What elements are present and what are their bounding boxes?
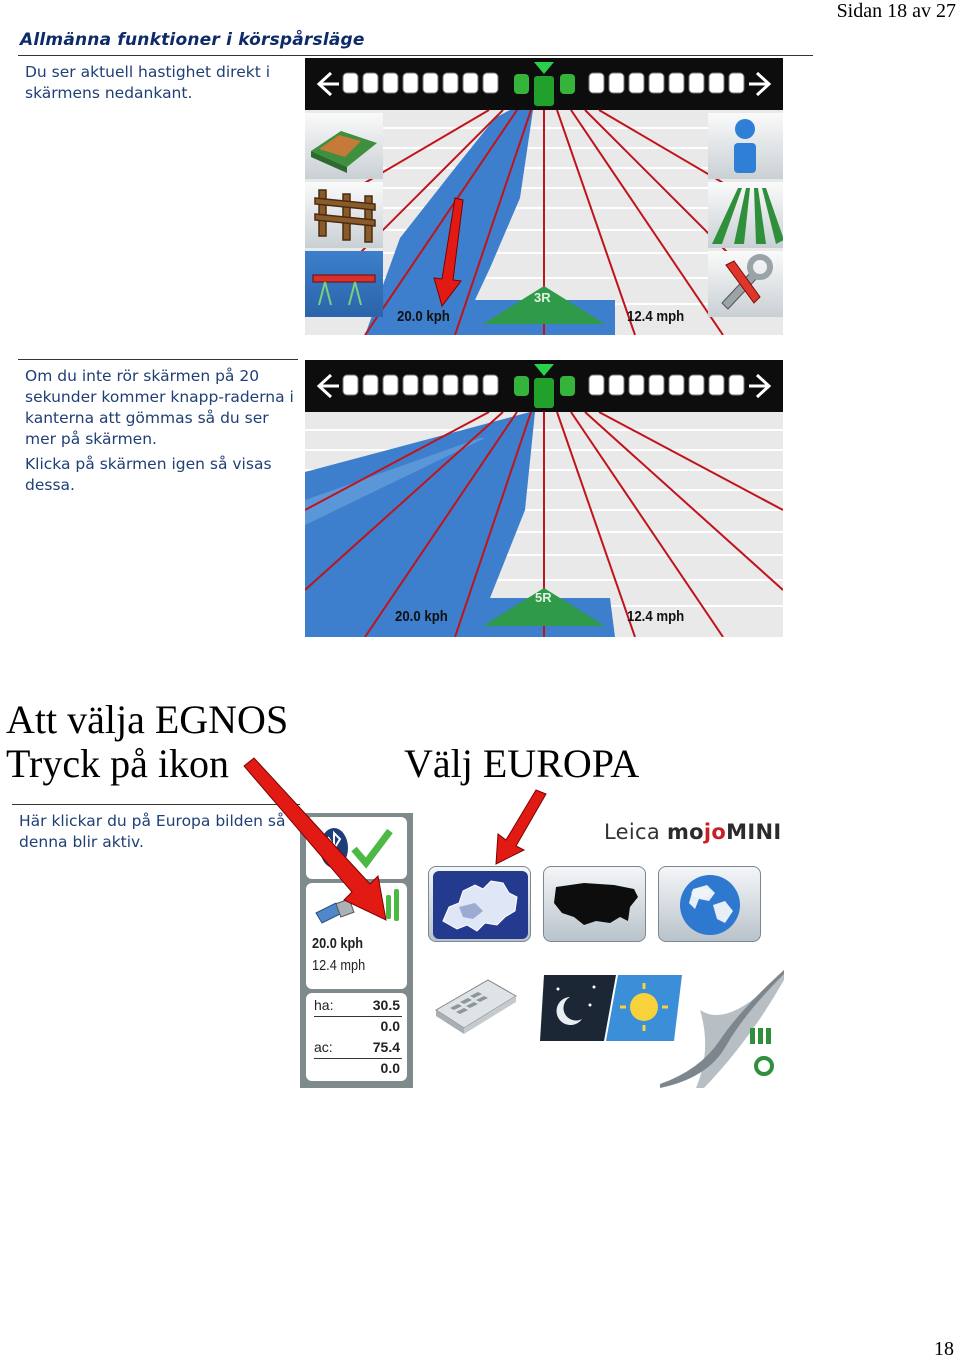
lane-label: 3R [534,290,551,305]
fence-icon [305,182,383,248]
area-ac-row [314,1039,402,1059]
arrow-to-europe-icon [490,788,550,868]
divider [18,55,813,56]
lane-label: 5R [535,590,552,605]
area-ha-value-2: 0.0 [380,1018,400,1034]
boom-button[interactable] [305,251,383,317]
section2-description [25,366,300,500]
brand-logo [604,820,781,844]
info-button[interactable] [708,113,783,179]
brand-jo: jo [703,820,727,844]
calculator-icon[interactable] [428,970,522,1040]
europe-map-icon [429,867,531,942]
north-america-button[interactable] [543,866,646,942]
boom-icon [305,251,383,317]
brand-mo: mo [666,820,704,844]
speed-mph: 12.4 mph [627,308,685,325]
section3-instruction: Välj EUROPA [404,741,640,786]
settings-button[interactable] [708,251,783,317]
page-curl-icon[interactable] [660,970,784,1088]
arrow-to-gps-icon [240,752,410,932]
tools-icon [708,251,783,317]
area-ac-row-2 [314,1060,402,1079]
speed-mph: 12.4 mph [627,608,685,625]
brand-prefix: Leica [604,820,660,844]
usa-map-icon [544,867,646,942]
speed-kph: 20.0 kph [395,608,448,625]
brand-mini: MINI [726,820,782,844]
area-ac-value-2: 0.0 [380,1060,400,1076]
terrain-icon [305,113,383,179]
info-icon [708,113,783,179]
page-header: Sidan 18 av 27 [836,0,956,22]
area-ac-label: ac: [314,1039,333,1055]
panel-speed-mph: 12.4 mph [312,957,366,974]
page-number: 18 [934,1338,954,1360]
area-ha-row-2 [314,1018,402,1037]
section2-paragraph: Klicka på skärmen igen så visas dessa. [25,455,272,494]
area-counter-box[interactable] [306,993,407,1081]
guidance-screen-fullscreen [305,360,783,637]
world-button[interactable] [658,866,761,942]
area-ha-value: 30.5 [372,997,400,1013]
area-ha-row [314,997,402,1017]
section1-description: Du ser aktuell hastighet direkt i skärmens nedankant. [25,63,271,102]
globe-icon [659,867,761,942]
section-heading: Allmänna funktioner i körspårsläge [20,30,365,50]
area-ha-label: ha: [314,997,334,1013]
guidance-lines-icon [708,182,783,248]
area-ac-value: 75.4 [372,1039,400,1055]
europe-button[interactable] [428,866,531,942]
section3-subtitle: Tryck på ikon [6,741,229,786]
terrain-button[interactable] [305,113,383,179]
guidance-lines-button[interactable] [708,182,783,248]
section3-description: Här klickar du på Europa bilden så denna blir aktiv. [19,812,286,851]
panel-speed-kph: 20.0 kph [312,935,364,952]
section2-paragraph: Om du inte rör skärmen på 20 sekunder kommer knapp-raderna i kanterna att gömmas så du ser mer på skärmen. [25,367,294,448]
boundary-button[interactable] [305,182,383,248]
section3-title: Att välja EGNOS [6,697,289,742]
divider [18,359,298,360]
guidance-screen-with-buttons [305,58,783,335]
speed-kph: 20.0 kph [397,308,450,325]
